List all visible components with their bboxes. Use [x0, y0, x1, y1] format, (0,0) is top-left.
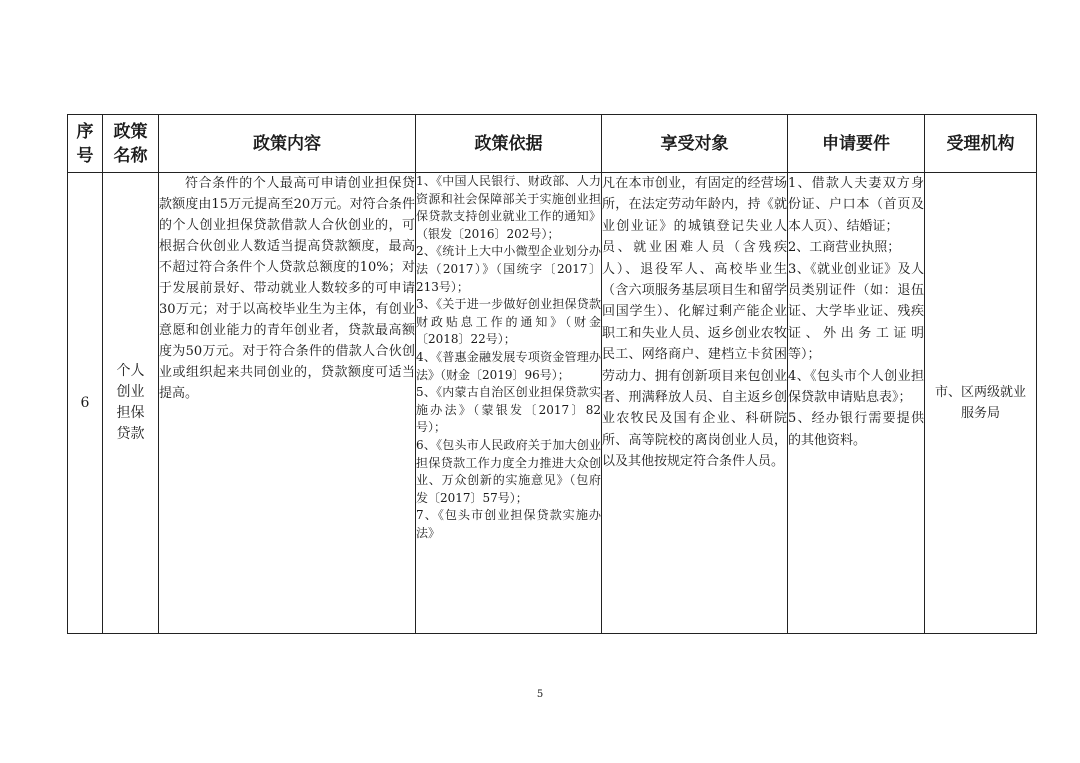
- policy-basis: [416, 173, 602, 634]
- header-basis: 政策依据: [416, 115, 602, 173]
- basis-item: 7、《包头市创业担保贷款实施办法》: [416, 508, 601, 540]
- requirement-item: 4、《包头市个人创业担保贷款申请贴息表》；: [788, 368, 924, 406]
- header-content: 政策内容: [159, 115, 416, 173]
- requirement-item: 3、《就业创业证》及人员类别证件（如：退伍证、大学毕业证、残疾证、外出务工证明等）；: [788, 261, 924, 363]
- basis-item: 2、《统计上大中小微型企业划分办法（2017）》（国统字〔2017〕213号）；: [416, 244, 601, 294]
- basis-item: 1、《中国人民银行、财政部、人力资源和社会保障部关于实施创业担保贷款支持创业就业工作的通知》（银发〔2016〕202号）；: [416, 174, 601, 241]
- requirement-item: 5、经办银行需要提供的其他资料。: [788, 411, 924, 448]
- basis-item: 4、《普惠金融发展专项资金管理办法》（财金〔2019〕96号）；: [416, 349, 601, 382]
- header-name: 政策名称: [103, 115, 159, 173]
- policy-name: 个人创业担保贷款: [116, 363, 145, 442]
- header-target: 享受对象: [602, 115, 788, 173]
- accepting-agency: 市、区两级就业服务局: [934, 385, 1026, 421]
- requirement-item: 1、借款人夫妻双方身份证、户口本（首页及本人页）、结婚证；: [788, 176, 924, 234]
- header-requirements: 申请要件: [788, 115, 925, 173]
- policy-content: 符合条件的个人最高可申请创业担保贷款额度由15万元提高至20万元。对符合条件的个人创业担保贷款借款人合伙创业的，可根据合伙创业人数适当提高贷款额度，最高不超过符合条件个人贷款总额度的10%；对于发展前景好、带动就业人数较多的可申请30万元；对于以高校毕业生为主体，有创业意愿和创业能力的青年创业者，贷款最高额度为50万元。对于符合条件的借款人合伙创业或组织起来共同创业的，贷款额度可适当提高。: [159, 176, 415, 401]
- eligible-target: 凡在本市创业，有固定的经营场所，在法定劳动年龄内，持《就业创业证》的城镇登记失业人员、就业困难人员（含残疾人）、退役军人、高校毕业生（含六项服务基层项目生和留学回国学生）、化解过剩产能企业职工和失业人员、返乡创业农牧民工、网络商户、建档立卡贫困劳动力、拥有创新项目来包创业者、刑满释放人员、自主返乡创业农牧民及国有企业、科研院所、高等院校的离岗创业人员，以及其他按规定符合条件人员。: [602, 176, 787, 470]
- basis-item: 6、《包头市人民政府关于加大创业担保贷款工作力度全力推进大众创业、万众创新的实施意见》（包府发〔2017〕57号）；: [416, 437, 601, 505]
- page-number: 5: [536, 689, 544, 700]
- policy-table: [67, 114, 1037, 634]
- table-header-row: [68, 115, 1037, 173]
- requirement-item: 2、工商营业执照；: [788, 240, 901, 256]
- application-requirements: [788, 173, 925, 634]
- header-org: 受理机构: [925, 115, 1037, 173]
- basis-item: 3、《关于进一步做好创业担保贷款财政贴息工作的通知》（财金〔2018〕22号）；: [416, 297, 601, 347]
- table-row: [68, 173, 1037, 634]
- header-seq: 序号: [68, 115, 103, 173]
- row-seq: 6: [68, 173, 103, 634]
- basis-item: 5、《内蒙古自治区创业担保贷款实施办法》（蒙银发〔2017〕82号）；: [416, 385, 601, 435]
